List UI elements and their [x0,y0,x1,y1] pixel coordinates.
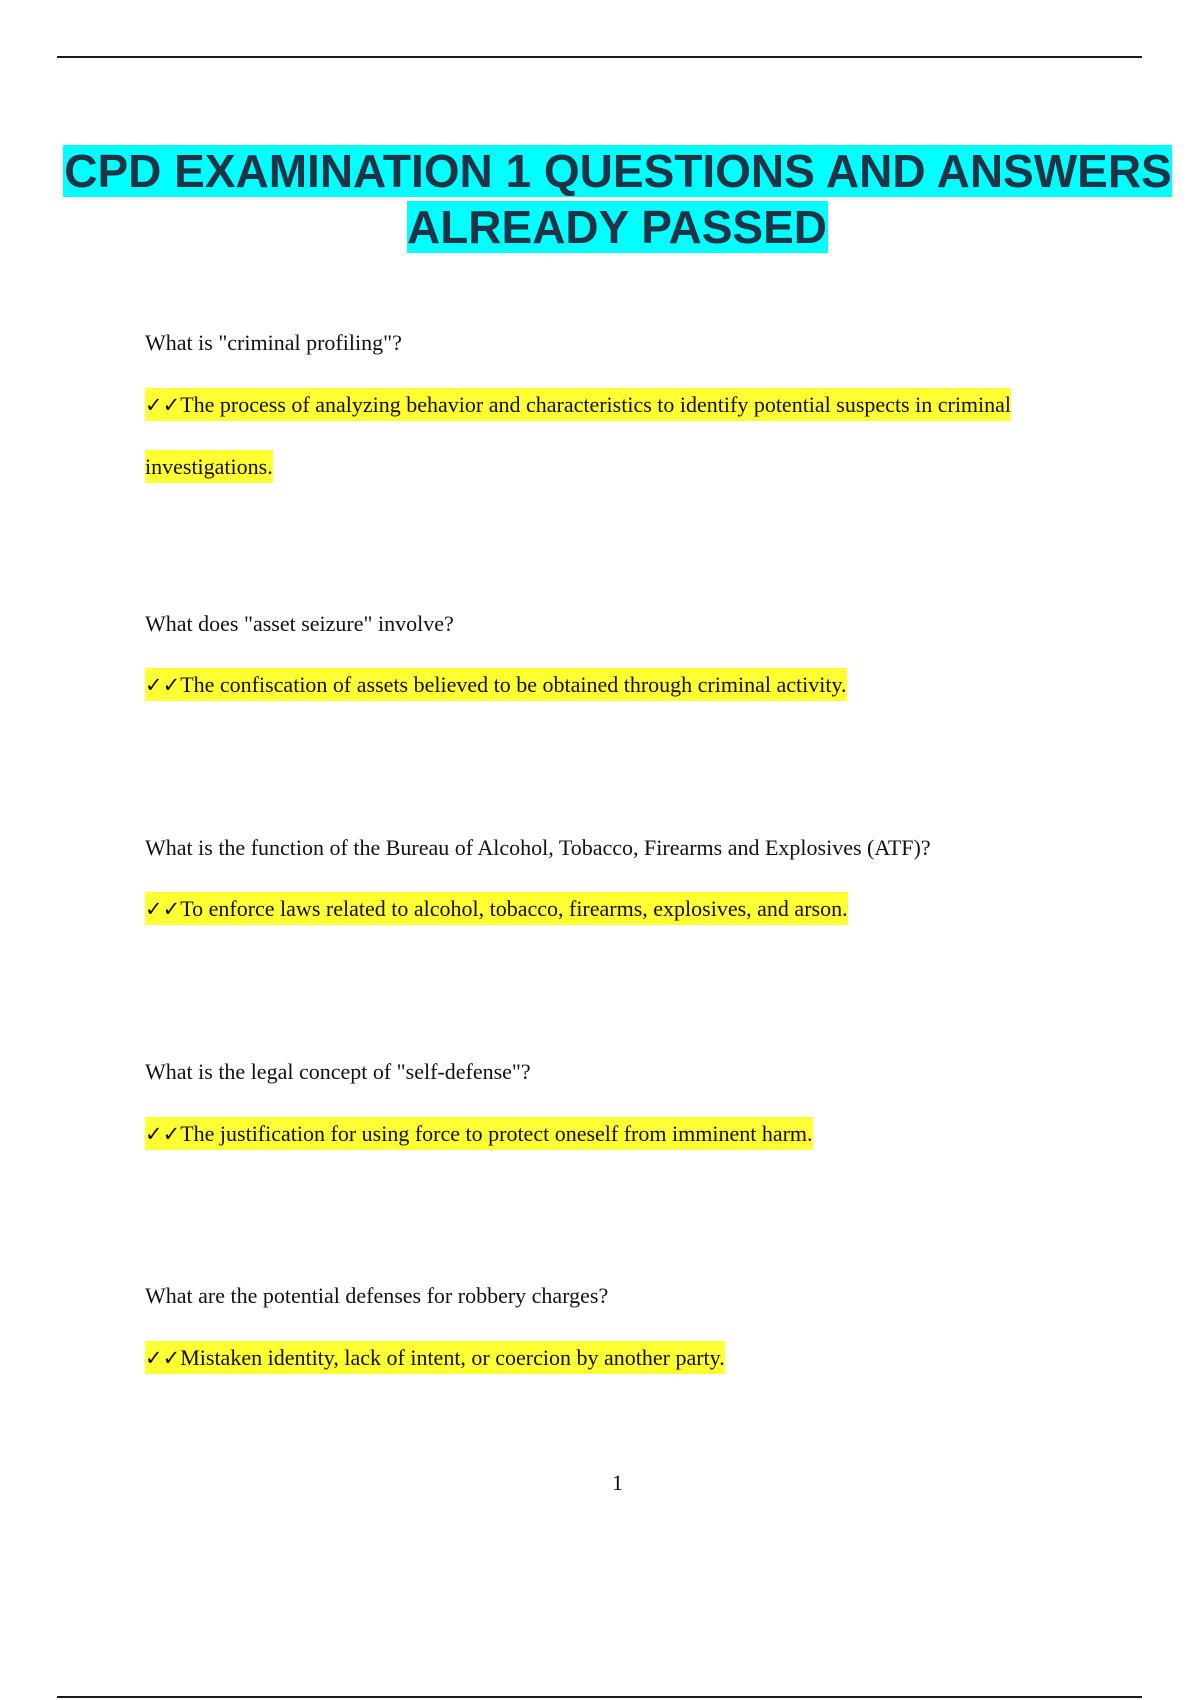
question-text: What does "asset seizure" involve? [145,611,454,636]
answer-text [145,1327,1045,1389]
question-text: What is the function of the Bureau of Alcohol, Tobacco, Firearms and Explosives (ATF)? [145,835,931,860]
answer-text [145,654,1045,716]
answer-body: The process of analyzing behavior and characteristics to identify potential suspects in criminal investigations. [145,392,1012,479]
answer-body: Mistaken identity, lack of intent, or coercion by another party. [180,1345,725,1370]
answer-text [145,374,1045,497]
check-icon: ✓✓ [145,673,181,697]
answer-text [145,878,1045,940]
check-icon: ✓✓ [145,1346,181,1370]
question-text: What are the potential defenses for robbery charges? [145,1283,609,1308]
top-rule [57,56,1142,58]
question-text: What is "criminal profiling"? [145,330,402,355]
answer-body: The confiscation of assets believed to be obtained through criminal activity. [180,672,847,697]
question-text: What is the legal concept of "self-defense"? [145,1059,531,1084]
bottom-rule [57,1696,1142,1698]
check-icon: ✓✓ [145,393,181,417]
title-text: CPD EXAMINATION 1 QUESTIONS AND ANSWERS ALREADY PASSED [64,145,1172,253]
check-icon: ✓✓ [145,897,181,921]
check-icon: ✓✓ [145,1122,181,1146]
answer-body: The justification for using force to protect oneself from imminent harm. [180,1121,813,1146]
answer-text [145,1103,1045,1165]
page-number: 1 [612,1470,623,1495]
answer-body: To enforce laws related to alcohol, tobacco, firearms, explosives, and arson. [180,896,848,921]
document-title [0,143,1200,255]
